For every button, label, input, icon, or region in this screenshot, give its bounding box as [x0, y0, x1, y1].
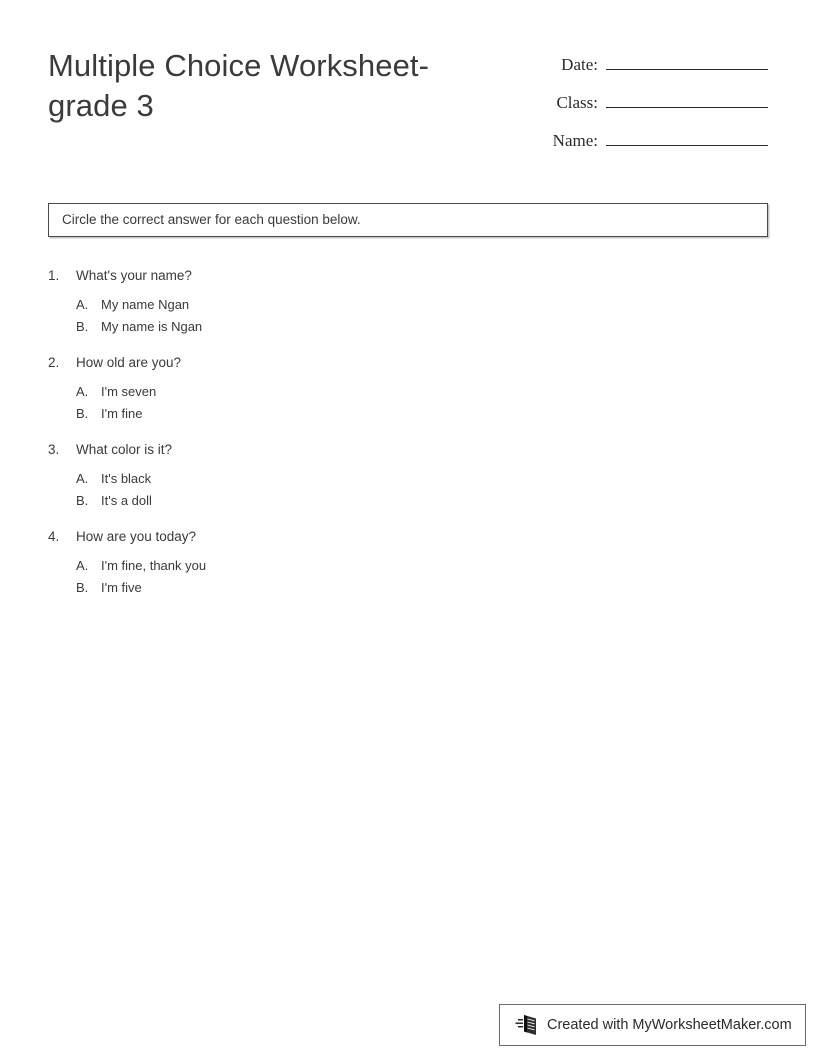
page-title: Multiple Choice Worksheet-grade 3 — [48, 48, 430, 123]
field-name-label: Name: — [552, 131, 598, 150]
question-number: 3. — [48, 442, 60, 457]
option-letter: B. — [76, 580, 89, 595]
question-list — [48, 268, 768, 616]
student-info-fields — [538, 44, 768, 166]
question-block — [48, 268, 768, 334]
question-row — [48, 355, 768, 370]
option-text: My name Ngan — [101, 297, 190, 312]
field-class-input[interactable] — [606, 90, 768, 108]
question-number: 4. — [48, 529, 60, 544]
footer-attribution-text: Created with MyWorksheetMaker.com — [547, 1017, 792, 1033]
field-name-input[interactable] — [606, 128, 768, 146]
instruction-text: Circle the correct answer for each question below. — [62, 212, 361, 228]
option-letter: B. — [76, 406, 89, 421]
field-date-input[interactable] — [606, 52, 768, 70]
field-class — [538, 90, 768, 128]
answer-option[interactable] — [48, 471, 768, 486]
question-block — [48, 442, 768, 508]
question-block — [48, 529, 768, 595]
question-row — [48, 268, 768, 283]
option-letter: B. — [76, 493, 89, 508]
question-number: 1. — [48, 268, 60, 283]
question-text: What color is it? — [76, 442, 173, 457]
answer-option[interactable] — [48, 297, 768, 312]
option-text: I'm seven — [101, 384, 157, 399]
field-date — [538, 52, 768, 90]
answer-option[interactable] — [48, 319, 768, 334]
question-block — [48, 355, 768, 421]
option-text: I'm fine — [101, 406, 143, 421]
question-text: How old are you? — [76, 355, 182, 370]
answer-option[interactable] — [48, 493, 768, 508]
option-letter: A. — [76, 558, 89, 573]
option-letter: B. — [76, 319, 89, 334]
option-letter: A. — [76, 471, 89, 486]
option-letter: A. — [76, 384, 89, 399]
question-row — [48, 442, 768, 457]
instruction-box — [48, 203, 768, 237]
question-text: How are you today? — [76, 529, 197, 544]
option-text: It's black — [101, 471, 152, 486]
option-text: It's a doll — [101, 493, 152, 508]
question-text: What's your name? — [76, 268, 192, 283]
option-text: I'm fine, thank you — [101, 558, 207, 573]
option-letter: A. — [76, 297, 89, 312]
footer-attribution-badge[interactable] — [499, 1004, 806, 1046]
question-row — [48, 529, 768, 544]
answer-option[interactable] — [48, 406, 768, 421]
option-text: My name is Ngan — [101, 319, 203, 334]
answer-option[interactable] — [48, 384, 768, 399]
field-date-label: Date: — [561, 55, 598, 74]
field-class-label: Class: — [556, 93, 598, 112]
option-text: I'm five — [101, 580, 142, 595]
field-name — [538, 128, 768, 166]
worksheet-maker-logo-icon — [514, 1014, 540, 1036]
answer-option[interactable] — [48, 558, 768, 573]
question-number: 2. — [48, 355, 60, 370]
worksheet-header — [48, 44, 768, 166]
answer-option[interactable] — [48, 580, 768, 595]
